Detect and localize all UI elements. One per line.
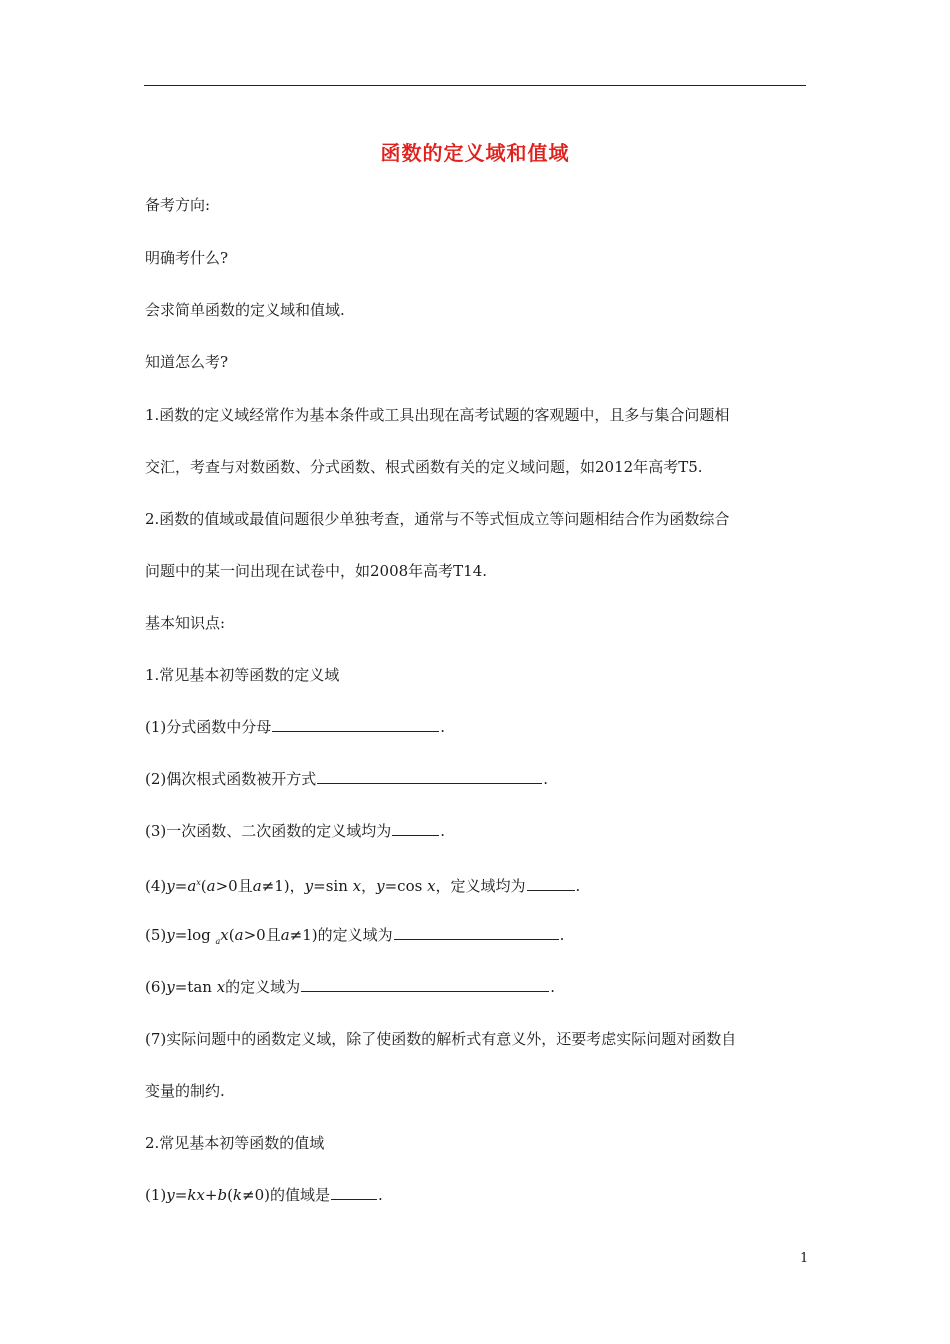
math-var: a bbox=[206, 877, 216, 895]
math-text: 的定义域为 bbox=[225, 978, 301, 996]
math-var: k bbox=[187, 1186, 197, 1204]
period: . bbox=[440, 822, 446, 840]
math-var: y bbox=[166, 877, 175, 895]
math-op: + bbox=[204, 1186, 218, 1204]
exercise-line bbox=[145, 925, 564, 952]
text-line: 会求简单函数的定义域和值域. bbox=[145, 301, 345, 319]
text-line: 知道怎么考? bbox=[145, 353, 229, 371]
period: . bbox=[440, 718, 446, 736]
text-line: (7)实际问题中的函数定义域，除了使函数的解析式有意义外，还要考虑实际问题对函数自 bbox=[145, 1030, 737, 1048]
math-text: >0且 bbox=[243, 926, 281, 944]
text-line: 变量的制约. bbox=[145, 1082, 225, 1100]
period: . bbox=[550, 978, 555, 996]
math-var: a bbox=[234, 926, 244, 944]
text-line: 2.函数的值域或最值问题很少单独考查，通常与不等式恒成立等问题相结合作为函数综合 bbox=[145, 510, 730, 528]
math-text: ≠0)的值域是 bbox=[242, 1186, 330, 1204]
exercise-line bbox=[145, 769, 548, 789]
math-op: ( bbox=[200, 877, 207, 895]
math-var: a bbox=[280, 926, 290, 944]
text-segment: 交汇，考查与对数函数、分式函数、根式函数有关的定 bbox=[145, 458, 506, 476]
math-var: x bbox=[196, 1186, 205, 1204]
text-line: 问题中的某一问出现在试卷中，如2008年高考T14. bbox=[145, 562, 488, 580]
math-op: ( bbox=[227, 1186, 233, 1204]
answer-blank bbox=[527, 876, 575, 891]
math-text: ≠1)， bbox=[261, 877, 305, 895]
answer-blank bbox=[272, 717, 439, 732]
math-var: y bbox=[166, 1186, 175, 1204]
math-var: b bbox=[217, 1186, 228, 1204]
answer-blank bbox=[317, 769, 542, 784]
answer-blank bbox=[331, 1185, 377, 1200]
section-heading: 1.常见基本初等函数的定义域 bbox=[145, 666, 340, 684]
item-number: (5) bbox=[145, 926, 167, 944]
math-var: x bbox=[220, 926, 229, 944]
math-var: y bbox=[166, 978, 175, 996]
exercise-text: (3)一次函数、二次函数的定义域均为 bbox=[145, 822, 392, 840]
text-line: 备考方向: bbox=[145, 196, 211, 214]
text-line: 基本知识点: bbox=[145, 614, 226, 632]
math-func: =log bbox=[174, 926, 216, 944]
math-var: x bbox=[352, 877, 362, 895]
exercise-line bbox=[145, 873, 580, 896]
math-text: >0且 bbox=[215, 877, 253, 895]
math-func: =cos bbox=[384, 877, 428, 895]
math-var: y bbox=[166, 926, 175, 944]
answer-blank bbox=[394, 925, 559, 940]
text-line bbox=[145, 457, 703, 477]
math-var: y bbox=[304, 877, 314, 895]
item-number: (4) bbox=[145, 877, 167, 895]
math-var: x bbox=[427, 877, 436, 895]
header-rule bbox=[144, 85, 806, 86]
math-func: =sin bbox=[313, 877, 353, 895]
exercise-line bbox=[145, 1185, 383, 1205]
math-func: =tan bbox=[174, 978, 217, 996]
math-var: a bbox=[252, 877, 262, 895]
item-number: (6) bbox=[145, 978, 167, 996]
period: . bbox=[559, 926, 565, 944]
math-var: k bbox=[232, 1186, 243, 1204]
period: . bbox=[377, 1186, 383, 1204]
math-op: = bbox=[174, 1186, 188, 1204]
text-segment: 义域问题，如2012年高考T5. bbox=[505, 458, 703, 476]
math-text: ≠1)的定义域为 bbox=[289, 926, 393, 944]
math-var: x bbox=[216, 978, 226, 996]
answer-blank bbox=[392, 821, 439, 836]
period: . bbox=[575, 877, 581, 895]
exercise-line bbox=[145, 821, 445, 841]
text-line: 1.函数的定义域经常作为基本条件或工具出现在高考试题的客观题中，且多与集合问题相 bbox=[145, 406, 730, 424]
text-line: 明确考什么? bbox=[145, 249, 229, 267]
period: . bbox=[543, 770, 549, 788]
answer-blank bbox=[301, 977, 549, 992]
math-var: a bbox=[187, 877, 197, 895]
math-text: ， bbox=[361, 877, 377, 895]
section-heading: 2.常见基本初等函数的值域 bbox=[145, 1134, 325, 1152]
exercise-text: (2)偶次根式函数被开方式 bbox=[145, 770, 317, 788]
item-number: (1) bbox=[145, 1186, 167, 1204]
exercise-text: (1)分式函数中分母 bbox=[145, 718, 272, 736]
exercise-line bbox=[145, 977, 555, 997]
math-text: ，定义域均为 bbox=[435, 877, 526, 895]
document-title: 函数的定义域和值域 bbox=[380, 141, 570, 165]
math-op: ( bbox=[228, 926, 235, 944]
math-subscript: a bbox=[215, 937, 221, 946]
math-var: y bbox=[376, 877, 385, 895]
math-exponent: x bbox=[196, 878, 201, 887]
page-number: 1 bbox=[800, 1251, 809, 1266]
exercise-line bbox=[145, 717, 445, 737]
math-op: = bbox=[174, 877, 188, 895]
